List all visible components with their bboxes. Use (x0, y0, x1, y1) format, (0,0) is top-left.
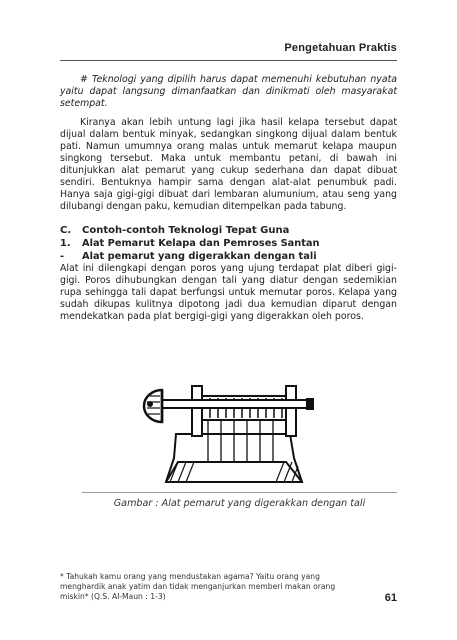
item-title: Alat Pemarut Kelapa dan Pemroses Santan (82, 238, 320, 249)
section-heading-c (60, 224, 397, 237)
grater-illustration (126, 370, 336, 490)
dash-title: Alat pemarut yang digerakkan dengan tali (82, 251, 317, 262)
page-body (60, 74, 397, 323)
italic-note: # Teknologi yang dipilih harus dapat memenuhi kebutuhan nyata yaitu dapat langsung dimanfaatkan dan dinikmati oleh masyarakat setempat. (60, 74, 397, 109)
page-number: 61 (384, 592, 397, 604)
subheading-dash (60, 250, 397, 263)
running-title: Pengetahuan Praktis (284, 42, 397, 54)
section-title: Contoh-contoh Teknologi Tepat Guna (82, 225, 290, 236)
paragraph-intro: Kiranya akan lebih untung lagi jika hasil kelapa tersebut dapat dijual dalam bentuk minyak, sedangkan singkong dijual dalam bentuk pati. Namun umumnya orang malas untuk memarut kelapa maupun singkong tersebut. Maka untuk membantu petani, di bawah ini ditunjukkan alat pemarut yang cukup sederhana dan dapat dibuat sendiri. Bentuknya hampir sama dengan alat-alat penumbuk padi. Hanya saja gigi-gigi dibuat dari lembaran alumunium, atau seng yang dilubangi dengan paku, kemudian ditempelkan pada tabung. (60, 117, 397, 212)
section-marker: C. (60, 225, 72, 236)
figure-caption: Gambar : Alat pemarut yang digerakkan dengan tali (113, 498, 366, 509)
item-marker: 1. (60, 238, 71, 249)
caption-rule (82, 492, 397, 493)
paragraph-description: Alat ini dilengkapi dengan poros yang ujung terdapat plat diberi gigi-gigi. Poros dihubungkan dengan tali yang diatur dengan sedemikian rupa sehingga tali dapat berfungsi untuk memutar poros. Kelapa yang sudah dikupas kulitnya dipotong jadi dua kemudian diparut dengan mendekatkan pada plat bergigi-gigi yang digerakkan oleh poros. (60, 263, 397, 322)
footnote: * Tahukah kamu orang yang mendustakan agama? Yaitu orang yang menghardik anak yatim dan tidak menganjurkan memberi makan orang miskin* (Q.S. Al-Maun : 1-3) (60, 572, 336, 601)
grater-drawing (126, 370, 336, 490)
subheading-item-1 (60, 237, 397, 250)
dash-marker: - (60, 251, 65, 262)
header-rule (60, 60, 397, 61)
